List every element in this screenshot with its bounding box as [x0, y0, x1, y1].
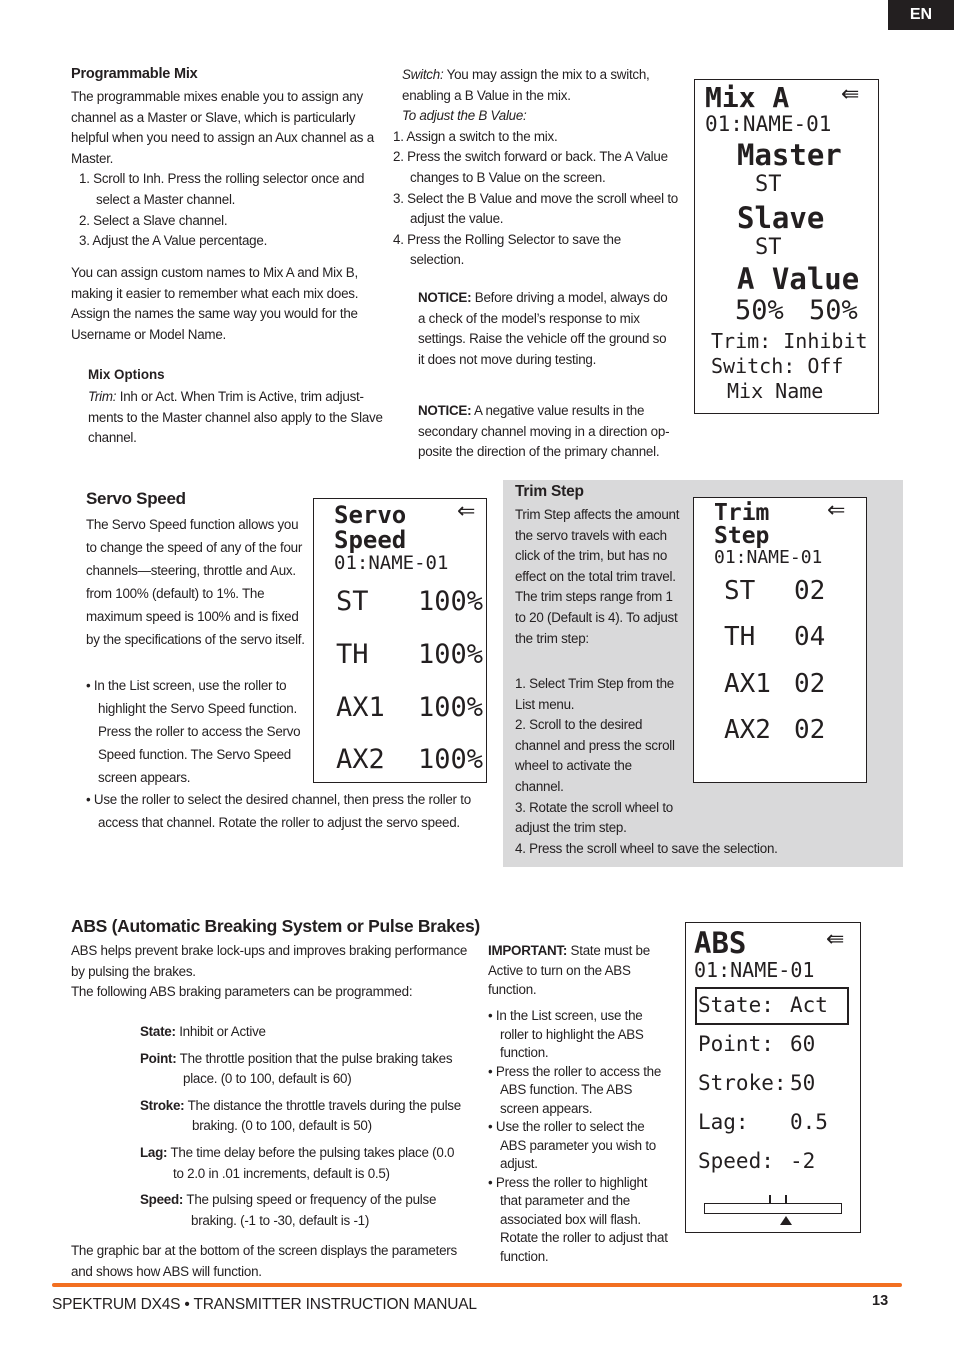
abs-intro-text-2: The following ABS braking parameters can be programmed:: [71, 984, 413, 1000]
trim-screen-model: 01:NAME-01: [714, 547, 823, 568]
avalue-label: A Value: [737, 262, 860, 296]
notice-2-text: A negative value results in the secondary channel moving in a direction opposite the direction of the primary channel.: [418, 403, 670, 460]
mix-screen-title: Mix A: [705, 81, 790, 114]
notice-1-label: NOTICE:: [418, 290, 472, 305]
switch-row: Switch: Off: [711, 354, 844, 378]
servo-row-value: 100%: [418, 692, 484, 723]
abs-param-label: State:: [140, 1024, 176, 1039]
servo-row-value: 100%: [418, 744, 484, 775]
abs-params: [140, 1022, 465, 1231]
notice-2: [418, 401, 692, 463]
abs-screen: [685, 922, 861, 1233]
notice-1-text: Before driving a model, always do a check of the model’s response to mix settings. Raise the vehicle off the ground so it does not move during testing.: [418, 290, 668, 367]
abs-param-text: The time delay before the pulsing takes place (0.0 to 2.0 in .01 increments, default is 0.5): [167, 1144, 455, 1181]
abs-graphic-note: The graphic bar at the bottom of the screen displays the parameters and shows how ABS will function.: [71, 1243, 457, 1279]
servo-row-channel: AX2: [336, 744, 385, 775]
mix-name-row: Mix Name: [727, 379, 824, 403]
notice-2-label: NOTICE:: [418, 403, 472, 418]
servo-speed-intro: The Servo Speed function allows you to change the speed of any of the four channels—steering, throttle and Aux. from 100% (default) to 1%. The maximum speed is 100% and is fixed by the specifications of the servo itself.: [86, 517, 305, 647]
abs-bullet: • Press the roller to highlight that parameter and the associated box will flash. Rotate the roller to adjust that function.: [488, 1174, 668, 1264]
important-label: IMPORTANT:: [488, 943, 568, 958]
abs-param: [140, 1190, 465, 1231]
avalue-left: 50%: [735, 295, 784, 326]
abs-param-text: Inhibit or Active: [175, 1024, 266, 1039]
footer-title: SPEKTRUM DX4S • TRANSMITTER INSTRUCTION MANUAL: [52, 1296, 477, 1313]
bvalue-step: 3. Select the B Value and move the scroll wheel to adjust the value.: [393, 190, 678, 227]
programmable-mix-heading: Programmable Mix: [71, 66, 198, 82]
abs-row-value: -2: [790, 1149, 816, 1173]
servo-row-channel: AX1: [336, 692, 385, 723]
abs-param: [140, 1022, 465, 1043]
abs-row-value: 50: [790, 1071, 816, 1095]
master-value: ST: [755, 172, 782, 197]
abs-param: [140, 1049, 465, 1090]
mix-names-paragraph: You can assign custom names to Mix A and Mix B, making it easier to remember what each mix does. Assign the names the same way you would for the Username or Model Name.: [71, 265, 359, 342]
trim-row-channel: ST: [724, 576, 756, 606]
abs-param-label: Lag:: [140, 1144, 168, 1160]
mix-options-heading: Mix Options: [88, 367, 165, 382]
mix-step: 1. Scroll to Inh. Press the rolling selector once and select a Master channel.: [79, 171, 365, 207]
slave-value: ST: [755, 235, 782, 260]
bvalue-step: 2. Press the switch forward or back. The A Value changes to B Value on the screen.: [393, 149, 668, 185]
trim-text: Inh or Act. When Trim is Active, trim adjustments to the Master channel also apply to the Slave channel.: [88, 389, 383, 446]
abs-param: [140, 1143, 465, 1184]
trim-row-channel: AX2: [724, 715, 771, 745]
abs-param-label: Stroke:: [140, 1097, 185, 1113]
abs-param-text: The distance the throttle travels during the pulse braking. (0 to 100, default is 50): [184, 1097, 461, 1134]
switch-text: You may assign the mix to a switch, enabling a B Value in the mix.: [402, 67, 650, 103]
abs-bullet: • In the List screen, use the roller to highlight the ABS function.: [488, 1008, 644, 1060]
servo-speed-bullet-2: • Use the roller to select the desired channel, then press the roller to access that channel. Rotate the roller to adjust the servo speed.: [86, 792, 471, 830]
abs-row-label: Point:: [698, 1032, 774, 1056]
trim-step-item: 3. Rotate the scroll wheel to adjust the trim step.: [515, 799, 673, 836]
trim-row-value: 04: [794, 622, 826, 652]
abs-intro: [71, 941, 471, 1003]
abs-heading: ABS (Automatic Breaking System or Pulse Brakes): [71, 916, 480, 936]
abs-important: [488, 941, 668, 1000]
servo-row-channel: TH: [336, 639, 369, 670]
switch-label: Switch:: [402, 67, 444, 82]
back-arrow-icon: ⇚: [841, 82, 860, 107]
trim-screen-title-2: Step: [714, 523, 770, 549]
abs-row-value: 60: [790, 1032, 816, 1056]
trim-row-channel: TH: [724, 622, 756, 652]
trim-row: Trim: Inhibit: [711, 329, 868, 353]
abs-bullet: • Use the roller to select the ABS parameter you wish to adjust.: [488, 1119, 657, 1171]
abs-intro-text: ABS helps prevent brake lock-ups and improves braking performance by pulsing the brakes.: [71, 943, 468, 979]
abs-bar-tick: [785, 1195, 787, 1203]
mix-intro-text: The programmable mixes enable you to assign any channel as a Master or Slave, which is particularly helpful when you need to assign an Aux channel as a Master.: [71, 89, 374, 166]
abs-row-label: Stroke:: [698, 1071, 787, 1095]
trim-step-intro: Trim Step affects the amount the servo travels with each click of the trim, but has no effect on the total trim travel. The trim steps range from 1 to 20 (Default is 4). To adjust the trim step:: [515, 507, 680, 646]
mix-step: 2. Select a Slave channel.: [79, 212, 228, 228]
servo-row-channel: ST: [336, 586, 369, 617]
important-text: State must be Active to turn on the ABS function.: [488, 943, 650, 997]
abs-param-text: The pulsing speed or frequency of the pulse braking. (-1 to -30, default is -1): [183, 1192, 437, 1228]
mix-step: 3. Adjust the A Value percentage.: [79, 233, 268, 249]
trim-label: Trim:: [88, 389, 117, 404]
mix-options-trim: [88, 387, 386, 449]
mix-a-screen: [694, 79, 879, 414]
abs-row-value: 0.5: [790, 1110, 828, 1134]
mix-steps-list: [79, 169, 385, 251]
master-label: Master: [737, 138, 842, 172]
language-tab: EN: [888, 0, 954, 30]
abs-graphic-bar: [704, 1203, 842, 1214]
abs-param-label: Speed:: [140, 1192, 184, 1208]
abs-row-value: Act: [790, 993, 828, 1017]
bvalue-steps-list: [393, 127, 678, 271]
trim-step-item: 1. Select Trim Step from the List menu.: [515, 676, 674, 712]
mix-screen-model: 01:NAME-01: [705, 112, 832, 136]
servo-row-value: 100%: [418, 586, 484, 617]
abs-screen-title: ABS: [694, 926, 747, 960]
abs-param-label: Point:: [140, 1050, 177, 1066]
programmable-mix-intro: [71, 87, 385, 252]
trim-row-value: 02: [794, 715, 826, 745]
slave-label: Slave: [737, 201, 825, 235]
mix-switch-column: [393, 65, 678, 271]
abs-bar-pointer-icon: [780, 1216, 792, 1225]
abs-param: [140, 1096, 465, 1137]
abs-param-text: The throttle position that the pulse braking takes place. (0 to 100, default is 60): [176, 1050, 453, 1087]
back-arrow-icon: ⇚: [826, 927, 845, 952]
bvalue-label: To adjust the B Value:: [402, 108, 527, 124]
trim-row-value: 02: [794, 576, 826, 606]
servo-speed-screen: [313, 498, 487, 783]
trim-screen-title-1: Trim: [714, 500, 770, 526]
abs-bar-tick: [769, 1195, 771, 1203]
servo-speed-heading: Servo Speed: [86, 489, 186, 508]
servo-screen-title-1: Servo: [334, 501, 407, 529]
trim-step-heading: Trim Step: [515, 483, 584, 500]
footer-rule: [52, 1283, 902, 1287]
trim-step-item: 4. Press the scroll wheel to save the selection.: [515, 840, 778, 856]
abs-screen-model: 01:NAME-01: [694, 958, 815, 982]
servo-screen-model: 01:NAME-01: [334, 552, 449, 574]
abs-bullet: • Press the roller to access the ABS function. The ABS screen appears.: [488, 1063, 662, 1116]
trim-row-channel: AX1: [724, 669, 771, 699]
page-number: 13: [872, 1293, 889, 1309]
trim-step-item: 2. Scroll to the desired channel and press the scroll wheel to activate the channel.: [515, 717, 675, 794]
avalue-right: 50%: [809, 295, 858, 326]
bvalue-step: 4. Press the Rolling Selector to save the selection.: [393, 231, 621, 268]
abs-row-label: Lag:: [698, 1110, 749, 1134]
back-arrow-icon: ⇐: [827, 498, 846, 523]
trim-row-value: 02: [794, 669, 826, 699]
servo-row-value: 100%: [418, 639, 484, 670]
trim-step-screen: [693, 497, 867, 783]
abs-row-label: State:: [698, 993, 774, 1017]
notice-1: [418, 288, 670, 370]
servo-screen-title-2: Speed: [334, 526, 407, 554]
bvalue-step: 1. Assign a switch to the mix.: [393, 128, 558, 144]
servo-speed-bullet-1: • In the List screen, use the roller to highlight the Servo Speed function. Press the roller to access the Servo Speed function. The Servo Speed screen appears.: [86, 678, 301, 785]
back-arrow-icon: ⇐: [457, 499, 476, 524]
abs-row-label: Speed:: [698, 1149, 774, 1173]
abs-bullets: [488, 1007, 670, 1266]
